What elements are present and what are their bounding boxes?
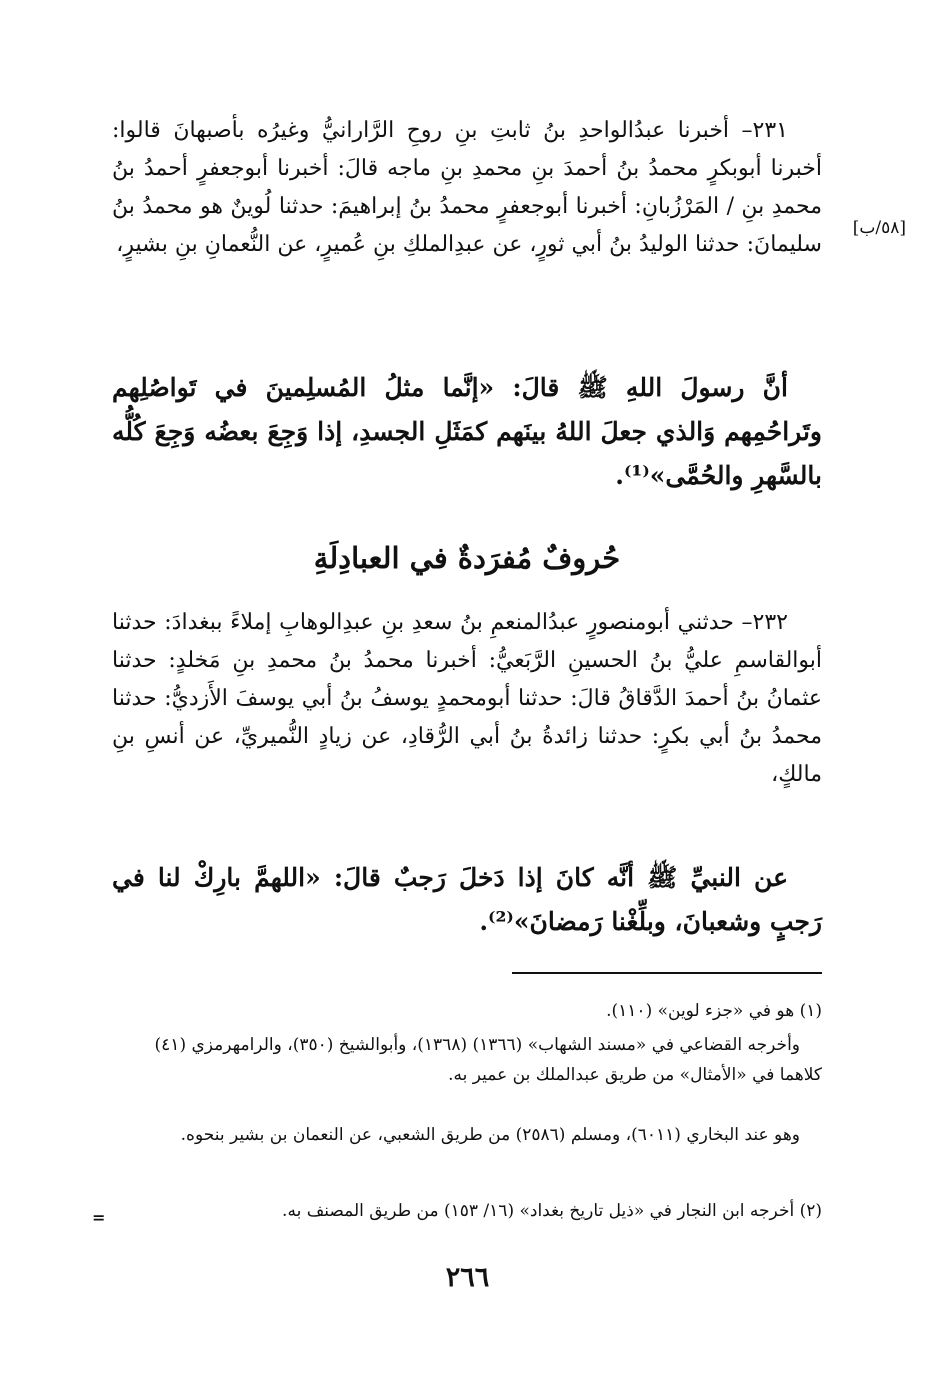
page-number: ٢٦٦ <box>445 1262 490 1293</box>
footnote-2: (٢) أخرجه ابن النجار في «ذيل تاريخ بغداد» (١٦/ ١٥٣) من طريق المصنف به. <box>282 1201 822 1221</box>
hadith-231-matn: أنَّ رسولَ اللهِ ﷺ قالَ: «إنَّما مثلُ المُسلِمينَ في تَواصُلِهم وتَراحُمِهم وَالذي جعلَ اللهُ بينَهم كمَثَلِ الجسدِ، إذا وَجِعَ بعضُه وَجِعَ كُلُّه بالسَّهرِ والحُمَّى»⁽¹⁾. <box>112 373 822 490</box>
hadith-232-isnad: ٢٣٢– حدثني أبومنصورٍ عبدُالمنعمِ بنُ سعدِ بنِ عبدِالوهابِ إملاءً ببغدادَ: حدثنا أبوالقاسمِ عليُّ بنُ الحسينِ الرَّبَعيُّ: أخبرنا محمدُ بنُ محمدِ بنِ مَخلدٍ: حدثنا عثمانُ بنُ أحمدَ الدَّقاقُ قالَ: حدثنا أبومحمدٍ يوسفُ بنُ أبي يوسفَ الأَزديُّ: حدثنا محمدُ بنُ أبي بكرٍ: حدثنا زائدةُ بنُ أبي الرُّقادِ، عن زيادٍ النُّميريِّ، عن أنسِ بنِ مالكٍ، <box>112 610 822 787</box>
manuscript-folio-note: [٥٨/ب] <box>852 218 906 238</box>
footnote-1-continuation: وأخرجه القضاعي في «مسند الشهاب» (١٣٦٦) (١٣٦٨)، وأبوالشيخ (٣٥٠)، والرامهرمزي (٤١) كلاهما في «الأمثال» من طريق عبدالملك بن عمير به. <box>154 1035 822 1085</box>
footnote-1-continuation: وهو عند البخاري (٦٠١١)، ومسلم (٢٥٨٦) من طريق الشعبي، عن النعمان بن بشير بنحوه. <box>180 1125 800 1145</box>
footnote-separator <box>512 972 822 974</box>
continuation-mark: = <box>92 1208 106 1227</box>
hadith-232-matn: عن النبيِّ ﷺ أنَّه كانَ إذا دَخلَ رَجبٌ قالَ: «اللهمَّ بارِكْ لنا في رَجبٍ وشعبانَ، وبلِّغْنا رَمضانَ»⁽²⁾. <box>112 863 822 936</box>
footnote-1: (١) هو في «جزء لوين» (١١٠). <box>606 1001 822 1021</box>
section-heading: حُروفٌ مُفرَدةٌ في العبادِلَةِ <box>313 541 621 575</box>
hadith-231-isnad: ٢٣١– أخبرنا عبدُالواحدِ بنُ ثابتِ بنِ روحِ الرَّارانيُّ وغيرُه بأصبهانَ قالوا: أخبرنا أبوبكرٍ محمدُ بنُ أحمدَ بنِ محمدِ بنِ ماجه قالَ: أخبرنا أبوجعفرٍ أحمدُ بنُ محمدِ بنِ / المَرْزُبانِ: أخبرنا أبوجعفرٍ محمدُ بنُ إبراهيمَ: حدثنا لُوينٌ هو محمدُ بنُ سليمانَ: حدثنا الوليدُ بنُ أبي ثورٍ، عن عبدِالملكِ بنِ عُميرٍ، عن النُّعمانِ بنِ بشيرٍ، <box>112 118 822 257</box>
